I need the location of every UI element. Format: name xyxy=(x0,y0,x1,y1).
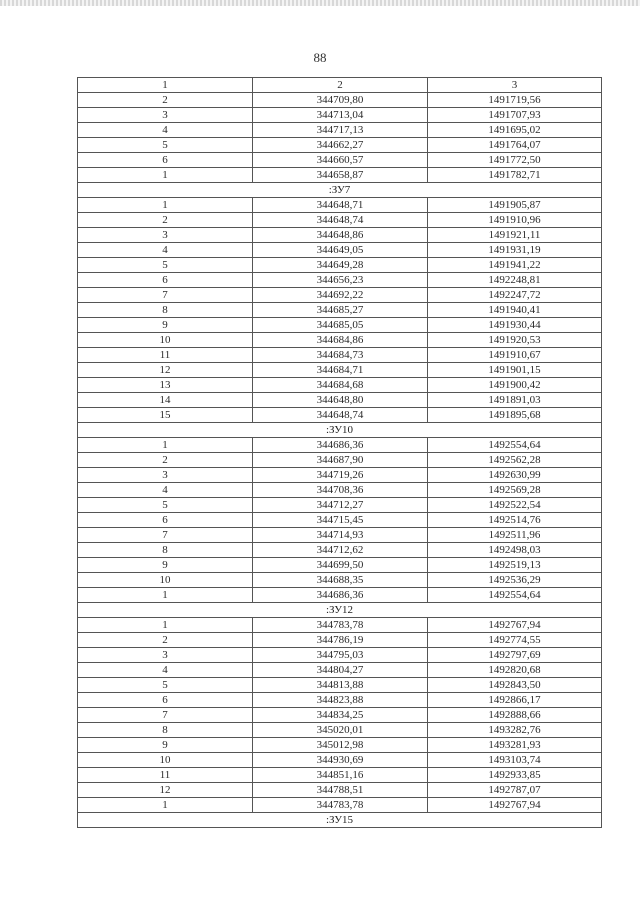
y-coordinate-cell: 1492248,81 xyxy=(428,273,602,288)
x-coordinate-cell: 344715,45 xyxy=(253,513,428,528)
y-coordinate-cell: 1491910,96 xyxy=(428,213,602,228)
x-coordinate-cell: 344658,87 xyxy=(253,168,428,183)
y-coordinate-cell: 1492522,54 xyxy=(428,498,602,513)
point-number-cell: 3 xyxy=(78,468,253,483)
x-coordinate-cell: 344717,13 xyxy=(253,123,428,138)
y-coordinate-cell: 1493282,76 xyxy=(428,723,602,738)
point-number-cell: 6 xyxy=(78,693,253,708)
x-coordinate-cell: 344712,62 xyxy=(253,543,428,558)
section-label: :ЗУ7 xyxy=(78,183,602,198)
point-number-cell: 14 xyxy=(78,393,253,408)
table-row xyxy=(78,123,602,138)
point-number-cell: 2 xyxy=(78,633,253,648)
section-label: :ЗУ15 xyxy=(78,813,602,828)
x-coordinate-cell: 344687,90 xyxy=(253,453,428,468)
table-row xyxy=(78,693,602,708)
y-coordinate-cell: 1491895,68 xyxy=(428,408,602,423)
y-coordinate-cell: 1492787,07 xyxy=(428,783,602,798)
y-coordinate-cell: 1491772,50 xyxy=(428,153,602,168)
section-row xyxy=(78,813,602,828)
section-label: :ЗУ12 xyxy=(78,603,602,618)
x-coordinate-cell: 344686,36 xyxy=(253,438,428,453)
y-coordinate-cell: 1492843,50 xyxy=(428,678,602,693)
y-coordinate-cell: 1492554,64 xyxy=(428,438,602,453)
point-number-cell: 2 xyxy=(78,453,253,468)
table-row xyxy=(78,288,602,303)
table-row xyxy=(78,348,602,363)
x-coordinate-cell: 344786,19 xyxy=(253,633,428,648)
table-row xyxy=(78,273,602,288)
point-number-cell: 1 xyxy=(78,198,253,213)
y-coordinate-cell: 1492498,03 xyxy=(428,543,602,558)
table-row xyxy=(78,243,602,258)
y-coordinate-cell: 1491901,15 xyxy=(428,363,602,378)
y-coordinate-cell: 1492554,64 xyxy=(428,588,602,603)
x-coordinate-cell: 344684,86 xyxy=(253,333,428,348)
x-coordinate-cell: 344823,88 xyxy=(253,693,428,708)
point-number-cell: 8 xyxy=(78,543,253,558)
point-number-cell: 7 xyxy=(78,528,253,543)
x-coordinate-cell: 344834,25 xyxy=(253,708,428,723)
table-row xyxy=(78,588,602,603)
table-row xyxy=(78,153,602,168)
x-coordinate-cell: 345012,98 xyxy=(253,738,428,753)
y-coordinate-cell: 1492536,29 xyxy=(428,573,602,588)
point-number-cell: 4 xyxy=(78,123,253,138)
y-coordinate-cell: 1491920,53 xyxy=(428,333,602,348)
point-number-cell: 6 xyxy=(78,513,253,528)
section-label: :ЗУ10 xyxy=(78,423,602,438)
section-row xyxy=(78,183,602,198)
x-coordinate-cell: 344719,26 xyxy=(253,468,428,483)
point-number-cell: 7 xyxy=(78,288,253,303)
y-coordinate-cell: 1492866,17 xyxy=(428,693,602,708)
table-row xyxy=(78,768,602,783)
point-number-cell: 12 xyxy=(78,783,253,798)
point-number-cell: 11 xyxy=(78,348,253,363)
x-coordinate-cell: 344699,50 xyxy=(253,558,428,573)
y-coordinate-cell: 1493103,74 xyxy=(428,753,602,768)
table-row xyxy=(78,798,602,813)
y-coordinate-cell: 1493281,93 xyxy=(428,738,602,753)
point-number-cell: 10 xyxy=(78,573,253,588)
header-cell-y: 3 xyxy=(428,78,602,93)
section-row xyxy=(78,603,602,618)
point-number-cell: 5 xyxy=(78,678,253,693)
y-coordinate-cell: 1491764,07 xyxy=(428,138,602,153)
table-row xyxy=(78,678,602,693)
table-header-row xyxy=(78,78,602,93)
y-coordinate-cell: 1492562,28 xyxy=(428,453,602,468)
y-coordinate-cell: 1491931,19 xyxy=(428,243,602,258)
x-coordinate-cell: 344649,05 xyxy=(253,243,428,258)
table-row xyxy=(78,258,602,273)
y-coordinate-cell: 1491905,87 xyxy=(428,198,602,213)
point-number-cell: 3 xyxy=(78,648,253,663)
y-coordinate-cell: 1491695,02 xyxy=(428,123,602,138)
x-coordinate-cell: 344648,86 xyxy=(253,228,428,243)
y-coordinate-cell: 1491940,41 xyxy=(428,303,602,318)
x-coordinate-cell: 344656,23 xyxy=(253,273,428,288)
header-cell-point-number: 1 xyxy=(78,78,253,93)
point-number-cell: 9 xyxy=(78,558,253,573)
point-number-cell: 1 xyxy=(78,798,253,813)
y-coordinate-cell: 1491910,67 xyxy=(428,348,602,363)
x-coordinate-cell: 344688,35 xyxy=(253,573,428,588)
scan-top-edge xyxy=(0,0,640,6)
point-number-cell: 8 xyxy=(78,723,253,738)
y-coordinate-cell: 1491941,22 xyxy=(428,258,602,273)
x-coordinate-cell: 344648,71 xyxy=(253,198,428,213)
point-number-cell: 1 xyxy=(78,168,253,183)
point-number-cell: 3 xyxy=(78,228,253,243)
table-row xyxy=(78,573,602,588)
table-row xyxy=(78,213,602,228)
x-coordinate-cell: 344795,03 xyxy=(253,648,428,663)
y-coordinate-cell: 1492888,66 xyxy=(428,708,602,723)
y-coordinate-cell: 1491900,42 xyxy=(428,378,602,393)
y-coordinate-cell: 1492247,72 xyxy=(428,288,602,303)
y-coordinate-cell: 1492797,69 xyxy=(428,648,602,663)
point-number-cell: 11 xyxy=(78,768,253,783)
y-coordinate-cell: 1492933,85 xyxy=(428,768,602,783)
point-number-cell: 2 xyxy=(78,93,253,108)
point-number-cell: 6 xyxy=(78,153,253,168)
x-coordinate-cell: 344851,16 xyxy=(253,768,428,783)
table-row xyxy=(78,483,602,498)
y-coordinate-cell: 1491921,11 xyxy=(428,228,602,243)
table-row xyxy=(78,138,602,153)
y-coordinate-cell: 1491707,93 xyxy=(428,108,602,123)
y-coordinate-cell: 1492767,94 xyxy=(428,798,602,813)
table-row xyxy=(78,108,602,123)
y-coordinate-cell: 1491930,44 xyxy=(428,318,602,333)
x-coordinate-cell: 344685,05 xyxy=(253,318,428,333)
point-number-cell: 15 xyxy=(78,408,253,423)
point-number-cell: 1 xyxy=(78,618,253,633)
section-row xyxy=(78,423,602,438)
point-number-cell: 4 xyxy=(78,483,253,498)
point-number-cell: 3 xyxy=(78,108,253,123)
x-coordinate-cell: 344662,27 xyxy=(253,138,428,153)
x-coordinate-cell: 344684,71 xyxy=(253,363,428,378)
point-number-cell: 13 xyxy=(78,378,253,393)
x-coordinate-cell: 344804,27 xyxy=(253,663,428,678)
table-row xyxy=(78,393,602,408)
x-coordinate-cell: 344649,28 xyxy=(253,258,428,273)
x-coordinate-cell: 344684,68 xyxy=(253,378,428,393)
point-number-cell: 6 xyxy=(78,273,253,288)
table-row xyxy=(78,168,602,183)
x-coordinate-cell: 344648,74 xyxy=(253,408,428,423)
point-number-cell: 10 xyxy=(78,753,253,768)
table-row xyxy=(78,723,602,738)
x-coordinate-cell: 345020,01 xyxy=(253,723,428,738)
point-number-cell: 12 xyxy=(78,363,253,378)
table-row xyxy=(78,738,602,753)
table-row xyxy=(78,498,602,513)
table-row xyxy=(78,708,602,723)
x-coordinate-cell: 344708,36 xyxy=(253,483,428,498)
x-coordinate-cell: 344660,57 xyxy=(253,153,428,168)
table-row xyxy=(78,333,602,348)
table-row xyxy=(78,93,602,108)
x-coordinate-cell: 344788,51 xyxy=(253,783,428,798)
table-row xyxy=(78,783,602,798)
x-coordinate-cell: 344686,36 xyxy=(253,588,428,603)
coordinates-table-body xyxy=(78,78,602,828)
table-row xyxy=(78,198,602,213)
x-coordinate-cell: 344684,73 xyxy=(253,348,428,363)
y-coordinate-cell: 1492767,94 xyxy=(428,618,602,633)
point-number-cell: 1 xyxy=(78,588,253,603)
point-number-cell: 9 xyxy=(78,318,253,333)
point-number-cell: 10 xyxy=(78,333,253,348)
table-row xyxy=(78,228,602,243)
y-coordinate-cell: 1492774,55 xyxy=(428,633,602,648)
y-coordinate-cell: 1491782,71 xyxy=(428,168,602,183)
x-coordinate-cell: 344783,78 xyxy=(253,618,428,633)
y-coordinate-cell: 1492820,68 xyxy=(428,663,602,678)
y-coordinate-cell: 1492511,96 xyxy=(428,528,602,543)
point-number-cell: 1 xyxy=(78,438,253,453)
table-row xyxy=(78,558,602,573)
table-row xyxy=(78,648,602,663)
table-row xyxy=(78,378,602,393)
x-coordinate-cell: 344930,69 xyxy=(253,753,428,768)
x-coordinate-cell: 344648,74 xyxy=(253,213,428,228)
point-number-cell: 8 xyxy=(78,303,253,318)
point-number-cell: 4 xyxy=(78,243,253,258)
point-number-cell: 5 xyxy=(78,498,253,513)
x-coordinate-cell: 344713,04 xyxy=(253,108,428,123)
point-number-cell: 4 xyxy=(78,663,253,678)
x-coordinate-cell: 344692,22 xyxy=(253,288,428,303)
header-cell-x: 2 xyxy=(253,78,428,93)
coordinates-table xyxy=(77,77,602,828)
table-row xyxy=(78,513,602,528)
table-row xyxy=(78,633,602,648)
table-row xyxy=(78,618,602,633)
table-row xyxy=(78,318,602,333)
table-row xyxy=(78,408,602,423)
table-row xyxy=(78,303,602,318)
x-coordinate-cell: 344714,93 xyxy=(253,528,428,543)
table-row xyxy=(78,438,602,453)
table-row xyxy=(78,753,602,768)
x-coordinate-cell: 344712,27 xyxy=(253,498,428,513)
table-row xyxy=(78,528,602,543)
page-number: 88 xyxy=(313,50,327,65)
y-coordinate-cell: 1491891,03 xyxy=(428,393,602,408)
y-coordinate-cell: 1492630,99 xyxy=(428,468,602,483)
y-coordinate-cell: 1492514,76 xyxy=(428,513,602,528)
x-coordinate-cell: 344783,78 xyxy=(253,798,428,813)
table-row xyxy=(78,663,602,678)
table-row xyxy=(78,468,602,483)
y-coordinate-cell: 1491719,56 xyxy=(428,93,602,108)
x-coordinate-cell: 344709,80 xyxy=(253,93,428,108)
point-number-cell: 2 xyxy=(78,213,253,228)
table-row xyxy=(78,543,602,558)
table-row xyxy=(78,453,602,468)
x-coordinate-cell: 344813,88 xyxy=(253,678,428,693)
point-number-cell: 5 xyxy=(78,258,253,273)
x-coordinate-cell: 344685,27 xyxy=(253,303,428,318)
table-row xyxy=(78,363,602,378)
x-coordinate-cell: 344648,80 xyxy=(253,393,428,408)
point-number-cell: 9 xyxy=(78,738,253,753)
y-coordinate-cell: 1492569,28 xyxy=(428,483,602,498)
point-number-cell: 5 xyxy=(78,138,253,153)
y-coordinate-cell: 1492519,13 xyxy=(428,558,602,573)
point-number-cell: 7 xyxy=(78,708,253,723)
